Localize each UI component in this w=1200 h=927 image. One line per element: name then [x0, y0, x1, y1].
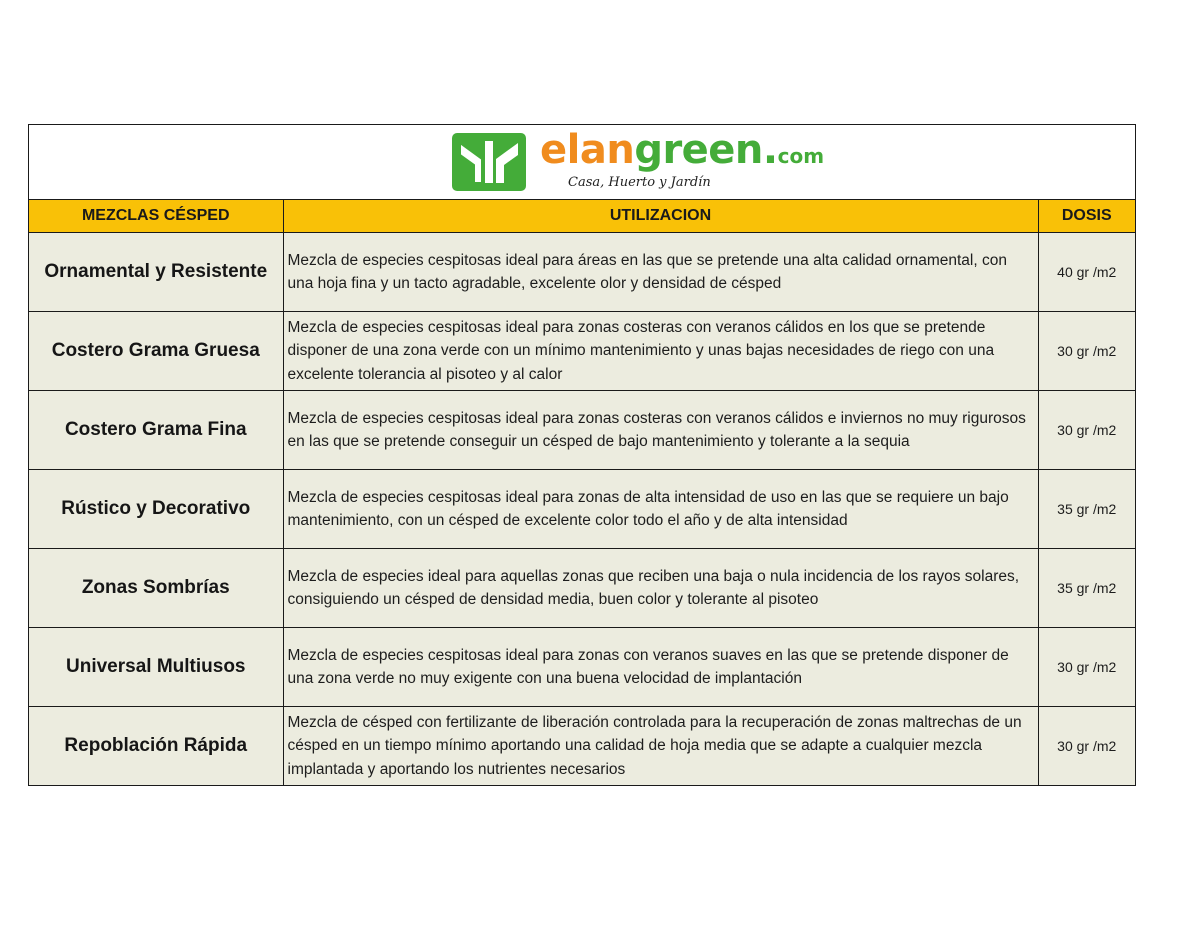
brand-tagline: Casa, Huerto y Jardín [568, 175, 711, 190]
mix-description: Mezcla de especies ideal para aquellas zonas que reciben una baja o nula incidencia de los rayos solares, consiguiendo un césped de densidad media, buen color y tolerante al pisoteo [283, 549, 1038, 628]
table-row [29, 707, 1135, 786]
mix-dose: 30 gr /m2 [1038, 391, 1135, 470]
mix-dose: 30 gr /m2 [1038, 707, 1135, 786]
brand-dot: . [762, 127, 778, 173]
logo-header [29, 125, 1135, 200]
mix-name: Universal Multiusos [29, 628, 283, 707]
mix-name: Costero Grama Fina [29, 391, 283, 470]
table-row [29, 549, 1135, 628]
leaf-logo-icon [452, 133, 526, 191]
header-dose: DOSIS [1038, 200, 1135, 233]
mix-description: Mezcla de especies cespitosas ideal para áreas en las que se pretende una alta calidad ornamental, con una hoja fina y un tacto agradable, excelente olor y densidad de césped [283, 233, 1038, 312]
mix-name: Zonas Sombrías [29, 549, 283, 628]
table-row [29, 233, 1135, 312]
mix-description: Mezcla de especies cespitosas ideal para zonas de alta intensidad de uso en las que se requiere un bajo mantenimiento, con un césped de excelente color todo el año y de alta intensidad [283, 470, 1038, 549]
lawn-mix-table [29, 200, 1135, 785]
mix-dose: 35 gr /m2 [1038, 470, 1135, 549]
mix-dose: 30 gr /m2 [1038, 312, 1135, 391]
table-row [29, 628, 1135, 707]
brand-name-part2: green [634, 127, 763, 173]
mix-description: Mezcla de césped con fertilizante de liberación controlada para la recuperación de zonas maltrechas de un césped en un tiempo mínimo aportando una calidad de hoja media que se adapte a cualquier mezcla implantada y aportando los nutrientes necesarios [283, 707, 1038, 786]
mix-name: Costero Grama Gruesa [29, 312, 283, 391]
table-row [29, 470, 1135, 549]
mix-dose: 35 gr /m2 [1038, 549, 1135, 628]
table-row [29, 312, 1135, 391]
header-mix: MEZCLAS CÉSPED [29, 200, 283, 233]
table-header-row [29, 200, 1135, 233]
mix-name: Ornamental y Resistente [29, 233, 283, 312]
mix-description: Mezcla de especies cespitosas ideal para zonas costeras con veranos cálidos en los que se pretende disponer de una zona verde con un mínimo mantenimiento y unas bajas necesidades de riego con una excelente tolerancia al pisoteo y al calor [283, 312, 1038, 391]
brand-name [540, 127, 824, 179]
brand-name-part1: elan [540, 127, 635, 173]
mix-dose: 40 gr /m2 [1038, 233, 1135, 312]
brand-suffix: com [777, 144, 825, 168]
mix-description: Mezcla de especies cespitosas ideal para zonas con veranos suaves en las que se pretende disponer de una zona verde no muy exigente con una buena velocidad de implantación [283, 628, 1038, 707]
mix-description: Mezcla de especies cespitosas ideal para zonas costeras con veranos cálidos e inviernos no muy rigurosos en las que se pretende conseguir un césped de bajo mantenimiento y tolerante a la sequia [283, 391, 1038, 470]
mix-name: Rústico y Decorativo [29, 470, 283, 549]
mix-dose: 30 gr /m2 [1038, 628, 1135, 707]
lawn-mix-sheet [28, 124, 1136, 786]
mix-name: Repoblación Rápida [29, 707, 283, 786]
brand-logo [452, 127, 832, 195]
header-use: UTILIZACION [283, 200, 1038, 233]
table-row [29, 391, 1135, 470]
